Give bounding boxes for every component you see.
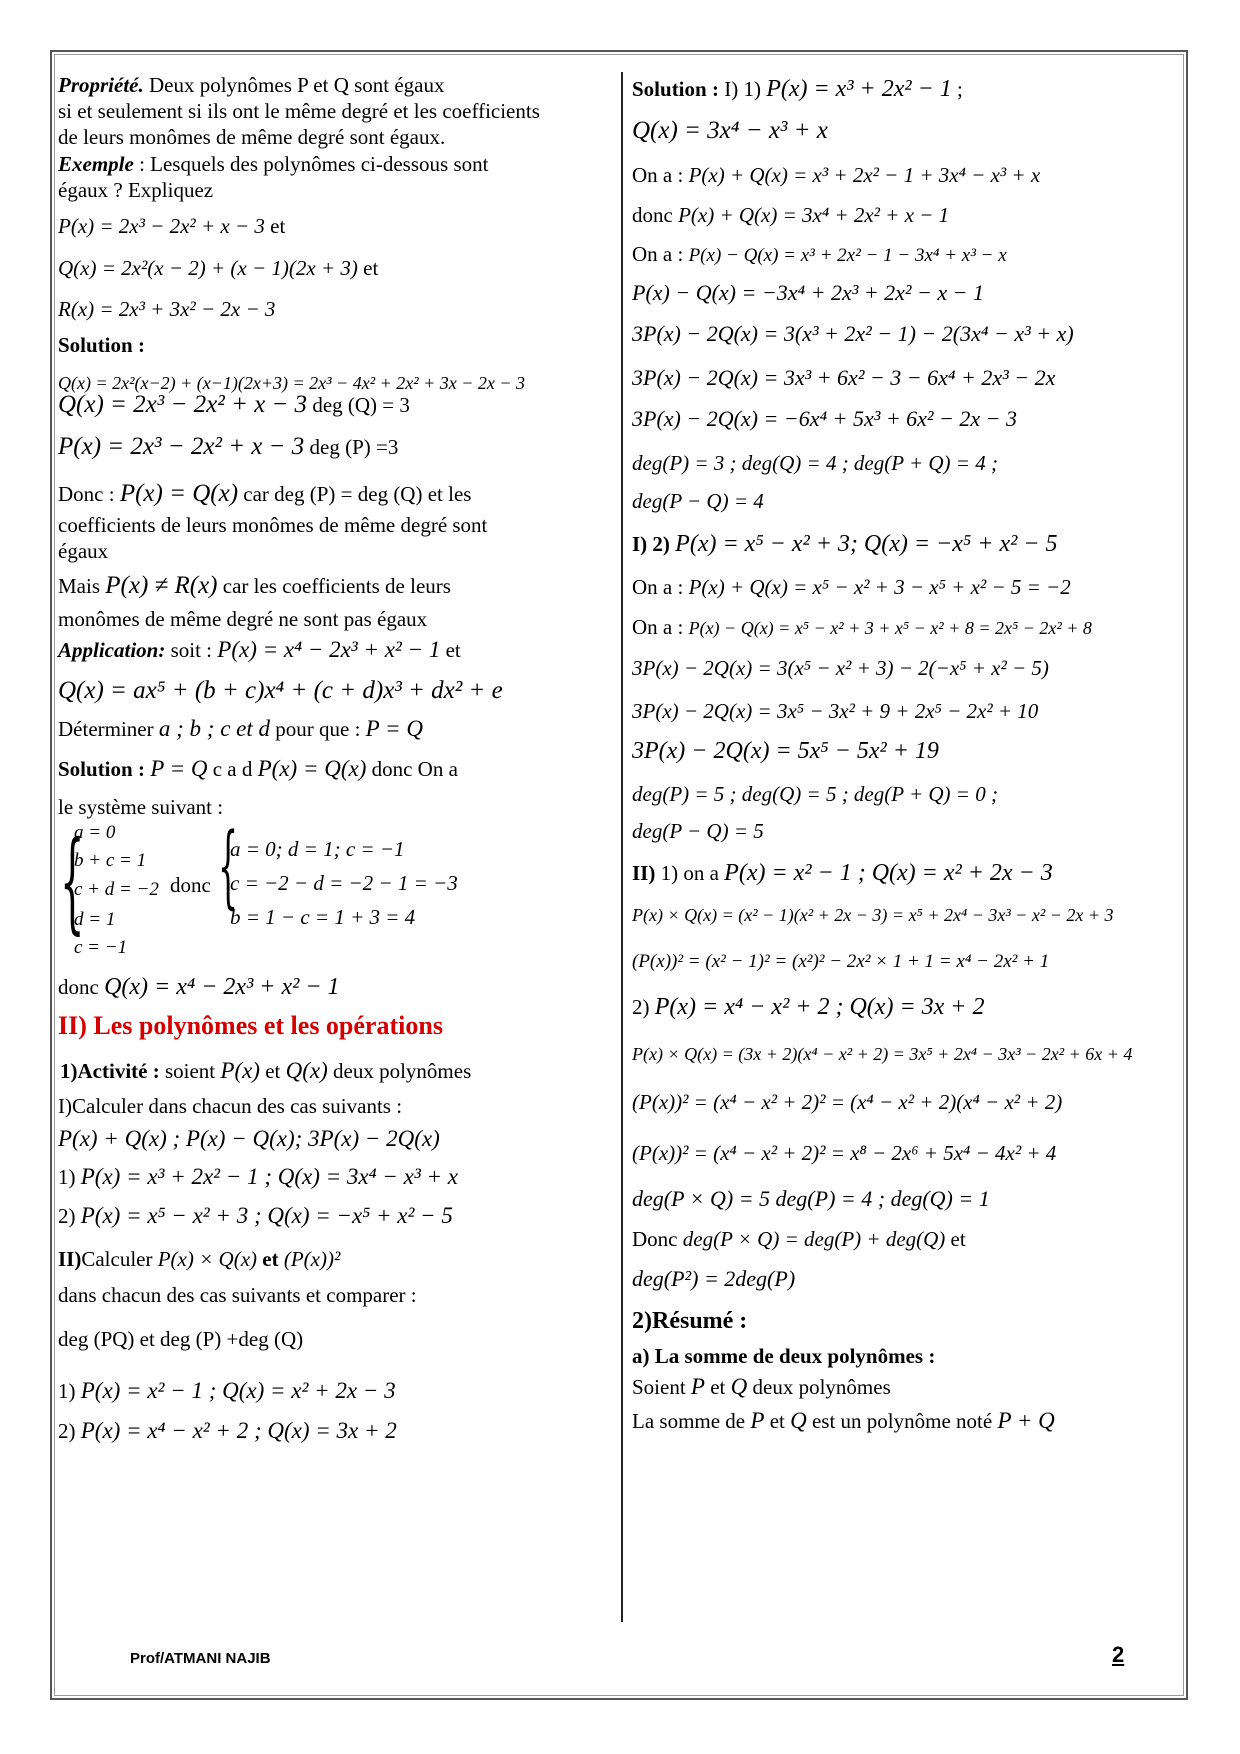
example-R: R(x) = 2x³ + 3x² − 2x − 3 [58, 297, 276, 321]
right-row-6: 3P(x) − 2Q(x) = 3x³ + 6x² − 3 − 6x⁴ + 2x³ − 2x [632, 365, 1056, 390]
right-row-20: (P(x))² = (x⁴ − x² + 2)² = (x⁴ − x² + 2)(x⁴ − x² + 2) [632, 1090, 1063, 1114]
donc-line-2: coefficients de leurs monômes de même degré sont [58, 513, 488, 537]
right-row-14: 3P(x) − 2Q(x) = 5x⁵ − 5x² + 19 [632, 738, 939, 764]
calc-2-compare: dans chacun des cas suivants et comparer : [58, 1283, 417, 1307]
system-donc: donc [170, 873, 211, 897]
right-row-1: On a : P(x) + Q(x) = x³ + 2x² − 1 + 3x⁴ − x³ + x [632, 163, 1041, 187]
example-P: P(x) = 2x³ − 2x² + x − 3 et [58, 214, 286, 238]
right-row-11: On a : P(x) − Q(x) = x⁵ − x² + 3 + x⁵ − x² + 8 = 2x⁵ − 2x² + 8 [632, 615, 1092, 639]
application-Q: Q(x) = ax⁵ + (b + c)x⁴ + (c + d)x³ + dx² + e [58, 677, 503, 704]
right-I2-header: I) 2) P(x) = x⁵ − x² + 3; Q(x) = −x⁵ + x² − 5 [632, 531, 1058, 557]
system-eq-3: c + d = −2 [74, 879, 159, 900]
section-title: II) Les polynômes et les opérations [58, 1011, 443, 1040]
determine-line: Déterminer a ; b ; c et d pour que : P = Q [58, 716, 423, 741]
calc-1-intro: I)Calculer dans chacun des cas suivants : [58, 1094, 403, 1118]
resume-b: Soient P et Q deux polynômes [632, 1374, 891, 1399]
right-row-13: 3P(x) − 2Q(x) = 3x⁵ − 3x² + 9 + 2x⁵ − 2x² + 10 [632, 699, 1039, 723]
example-Q: Q(x) = 2x²(x − 2) + (x − 1)(2x + 3) et [58, 256, 379, 280]
donc-line-1: Donc : P(x) = Q(x) car deg (P) = deg (Q) et les [58, 480, 472, 507]
right-row-10: On a : P(x) + Q(x) = x⁵ − x² + 3 − x⁵ + x² − 5 = −2 [632, 575, 1071, 599]
example-line-2: égaux ? Expliquez [58, 178, 214, 202]
right-row-4: P(x) − Q(x) = −3x⁴ + 2x³ + 2x² − x − 1 [632, 280, 984, 305]
right-row-2: donc P(x) + Q(x) = 3x⁴ + 2x² + x − 1 [632, 203, 950, 227]
right-row-21: (P(x))² = (x⁴ − x² + 2)² = x⁸ − 2x⁶ + 5x⁴ − 4x² + 4 [632, 1141, 1057, 1165]
mais-line-1: Mais P(x) ≠ R(x) car les coefficients de leurs [58, 572, 451, 599]
system-eq-4: d = 1 [74, 909, 116, 930]
right-row-5: 3P(x) − 2Q(x) = 3(x³ + 2x² − 1) − 2(3x⁴ − x³ + x) [632, 321, 1074, 346]
right-row-23: Donc deg(P × Q) = deg(P) + deg(Q) et [632, 1227, 966, 1251]
right-row-18: (P(x))² = (x² − 1)² = (x²)² − 2x² × 1 + 1 = x⁴ − 2x² + 1 [632, 951, 1050, 972]
solution-line-3: P(x) = 2x³ − 2x² + x − 3 deg (P) =3 [58, 433, 399, 460]
right-row-12: 3P(x) − 2Q(x) = 3(x⁵ − x² + 3) − 2(−x⁵ + x² − 5) [632, 656, 1049, 680]
mais-line-2: monômes de même degré ne sont pas égaux [58, 607, 428, 631]
right-solution-header: Solution : I) 1) P(x) = x³ + 2x² − 1 ; [632, 76, 963, 102]
system-intro: le système suivant : [58, 795, 224, 819]
solution-line-2: Q(x) = 2x³ − 2x² + x − 3 deg (Q) = 3 [58, 391, 410, 418]
solution-label-1: Solution : [58, 333, 145, 357]
right-row-16: deg(P − Q) = 5 [632, 819, 764, 843]
right-row-22: deg(P × Q) = 5 deg(P) = 4 ; deg(Q) = 1 [632, 1186, 990, 1211]
right-II1-header: II) 1) on a P(x) = x² − 1 ; Q(x) = x² + 2x − 3 [632, 860, 1053, 886]
right-row-19: P(x) × Q(x) = (3x + 2)(x⁴ − x² + 2) = 3x⁵ + 2x⁴ − 3x³ − 2x² + 6x + 4 [632, 1044, 1133, 1064]
application-line: Application: soit : P(x) = x⁴ − 2x³ + x² − 1 et [58, 637, 461, 662]
donc-line-3: égaux [58, 539, 109, 563]
calc-2-deg: deg (PQ) et deg (P) +deg (Q) [58, 1327, 304, 1351]
resume-title: 2)Résumé : [632, 1308, 748, 1334]
activity-line: 1)Activité : soient P(x) et Q(x) deux polynômes [60, 1058, 472, 1083]
footer-author: Prof/ATMANI NAJIB [130, 1650, 271, 1667]
system-eq-1: a = 0 [74, 822, 116, 843]
equation-system [58, 814, 618, 960]
right-row-17: P(x) × Q(x) = (x² − 1)(x² + 2x − 3) = x⁵ + 2x⁴ − 3x³ − x² − 2x + 3 [632, 905, 1114, 925]
right-II2-header: 2) P(x) = x⁴ − x² + 2 ; Q(x) = 3x + 2 [632, 994, 985, 1020]
deg-case-1: 1) P(x) = x² − 1 ; Q(x) = x² + 2x − 3 [58, 1378, 396, 1403]
solution-line-1: Q(x) = 2x²(x−2) + (x−1)(2x+3) = 2x³ − 4x² + 2x² + 3x − 2x − 3 [58, 373, 526, 393]
system2-eq-1: a = 0; d = 1; c = −1 [230, 837, 405, 861]
calc-1-ops: P(x) + Q(x) ; P(x) − Q(x); 3P(x) − 2Q(x) [58, 1126, 440, 1151]
system-eq-2: b + c = 1 [74, 850, 147, 871]
right-row-9: deg(P − Q) = 4 [632, 489, 764, 513]
property-line-1: Propriété. Deux polynômes P et Q sont égaux [58, 73, 445, 97]
right-row-3: On a : P(x) − Q(x) = x³ + 2x² − 1 − 3x⁴ + x³ − x [632, 242, 1007, 266]
donc-Q-line: donc Q(x) = x⁴ − 2x³ + x² − 1 [58, 974, 340, 1000]
calc-case-2: 2) P(x) = x⁵ − x² + 3 ; Q(x) = −x⁵ + x² − 5 [58, 1203, 453, 1228]
right-row-7: 3P(x) − 2Q(x) = −6x⁴ + 5x³ + 6x² − 2x − 3 [632, 406, 1017, 431]
right-row-24: deg(P²) = 2deg(P) [632, 1266, 796, 1291]
calc-case-1: 1) P(x) = x³ + 2x² − 1 ; Q(x) = 3x⁴ − x³ + x [58, 1164, 458, 1189]
column-divider [621, 72, 623, 1622]
right-row-15: deg(P) = 5 ; deg(Q) = 5 ; deg(P + Q) = 0 ; [632, 782, 998, 806]
right-row-8: deg(P) = 3 ; deg(Q) = 4 ; deg(P + Q) = 4 ; [632, 451, 998, 475]
calc-2-intro: II)Calculer P(x) × Q(x) et (P(x))² [58, 1247, 341, 1271]
resume-c: La somme de P et Q est un polynôme noté P + Q [632, 1408, 1055, 1433]
system2-eq-2: c = −2 − d = −2 − 1 = −3 [230, 871, 458, 895]
example-line-1: Exemple : Lesquels des polynômes ci-dessous sont [58, 152, 489, 176]
property-line-2: si et seulement si ils ont le même degré et les coefficients [58, 99, 540, 123]
property-line-3: de leurs monômes de même degré sont égaux. [58, 125, 446, 149]
solution-2-line: Solution : P = Q c a d P(x) = Q(x) donc On a [58, 756, 458, 781]
resume-a: a) La somme de deux polynômes : [632, 1344, 936, 1368]
right-Q: Q(x) = 3x⁴ − x³ + x [632, 117, 828, 144]
system2-eq-3: b = 1 − c = 1 + 3 = 4 [230, 905, 416, 929]
system-brace-2: { [218, 814, 239, 919]
system-brace: { [60, 817, 85, 945]
system-eq-5: c = −1 [74, 937, 128, 958]
page-number: 2 [1112, 1642, 1125, 1667]
deg-case-2: 2) P(x) = x⁴ − x² + 2 ; Q(x) = 3x + 2 [58, 1418, 397, 1443]
